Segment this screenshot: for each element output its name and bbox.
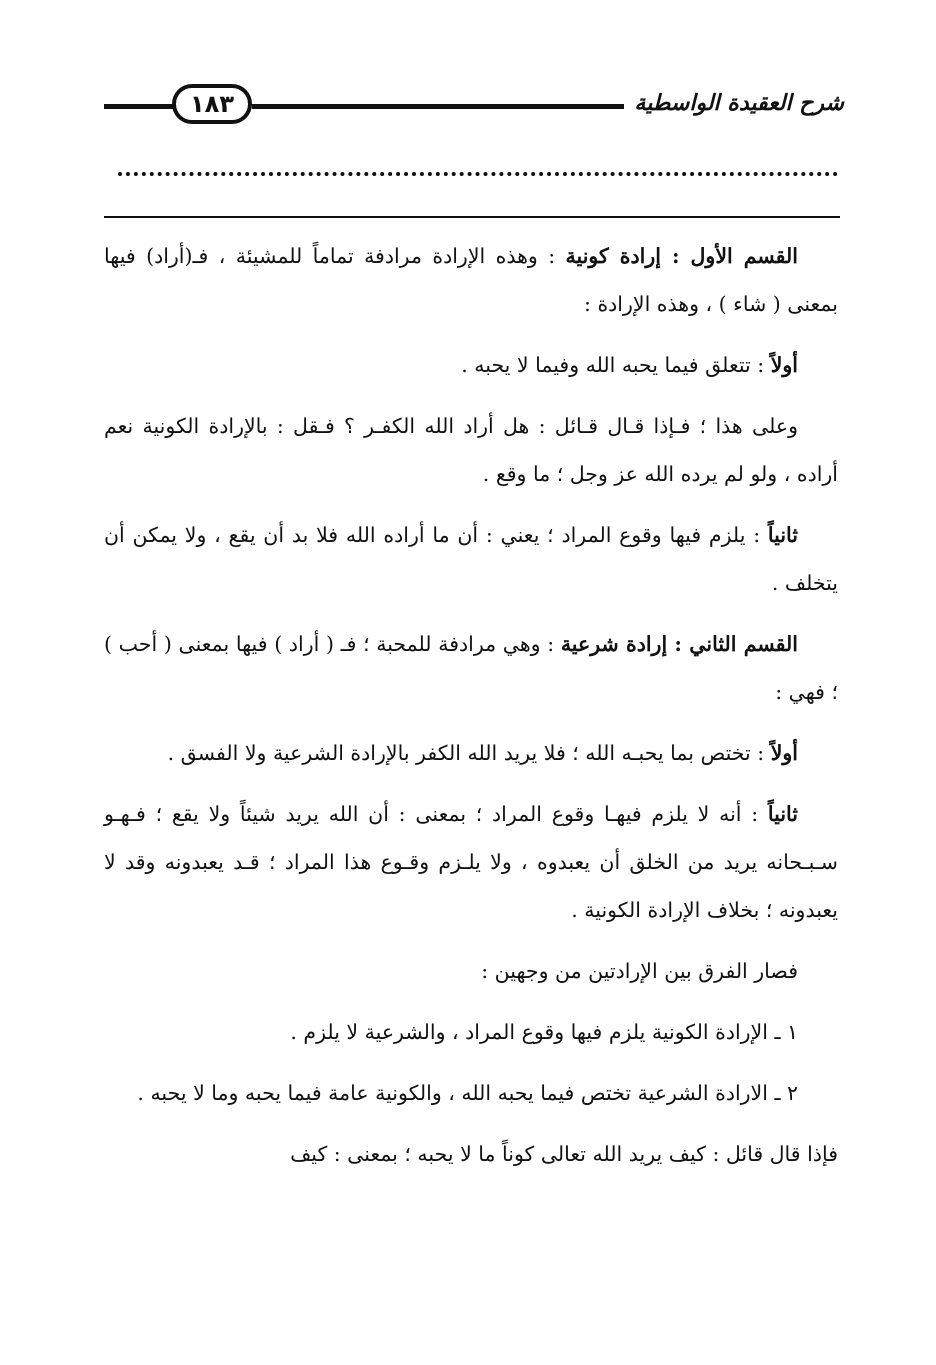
page-header [104,78,844,134]
paragraph-lead: ثانياً [767,523,798,547]
paragraph-difference-two [104,1069,838,1117]
paragraph-first-point: أولاً : تتعلق فيما يحبه الله وفيما لا يحبه . [461,353,798,377]
paragraph-text: وعلى هذا ؛ فـإذا قـال قـائل : هل أراد الله الكفـر ؟ فـقل : بالإرادة الكونية نعم أراده ، ولو لم يرده الله عز وجل ؛ ما وقع . [104,414,838,486]
page-number-badge: ١٨٣ [172,84,252,124]
paragraph-text: ٢ ـ الارادة الشرعية تختص فيما يحبه الله ، والكونية عامة فيما يحبه وما لا يحبه . [137,1081,798,1105]
paragraph-lead: أولاً [770,741,798,765]
paragraph-second-point-legal: ثانياً : أنه لا يلزم فيهـا وقوع المراد ؛ بمعنى : أن الله يريد شيئاً ولا يقع ؛ فـهـو سـبـحانه يريد من الخلق أن يعبدوه ، ولا يلـزم وقـوع هذا المراد ؛ قـد يعبدونه وقد لا يعبدونه ؛ بخلاف الإرادة الكونية . [104,802,838,922]
paragraph-difference-one [104,1008,838,1056]
paragraph-section-one: القسم الأول : إرادة كونية : وهذه الإرادة مرادفة تماماً للمشيئة ، فـ(أراد) فيها بمعنى ( شاء ) ، وهذه الإرادة : [104,244,838,316]
book-title: شرح العقيدة الواسطية [624,84,844,124]
paragraph-text: وهذه الإرادة مرادفة تماماً للمشيئة ، فـ(أراد) فيها بمعنى ( شاء ) ، وهذه الإرادة : [104,244,838,316]
paragraph-lead: ثانياً [767,802,798,826]
paragraph-objection [104,402,838,498]
paragraph-text: تختص بما يحبـه الله ؛ فلا يريد الله الكفر بالإرادة الشرعية ولا الفسق . [167,741,751,765]
paragraph-text: فإذا قال قائل : كيف يريد الله تعالى كوناً ما لا يحبه ؛ بمعنى : كيف [290,1142,838,1166]
paragraph-text: وهي مرادفة للمحبة ؛ فـ ( أراد ) فيها بمعنى ( أحب ) ؛ فهي : [104,632,838,704]
paragraph-first-point-legal: أولاً : تختص بما يحبـه الله ؛ فلا يريد الله الكفر بالإرادة الشرعية ولا الفسق . [167,741,798,765]
paragraph-lead: القسم الثاني : إرادة شرعية [560,632,798,656]
paragraph-section-two: القسم الثاني : إرادة شرعية : وهي مرادفة للمحبة ؛ فـ ( أراد ) فيها بمعنى ( أحب ) ؛ فهي : [104,632,838,704]
paragraph-question [104,1130,838,1178]
paragraph-difference-intro [104,947,838,995]
page-body [104,232,838,1191]
footnote-separator [104,216,840,218]
paragraph-lead: أولاً [770,353,798,377]
header-rule-left [104,104,174,109]
paragraph-text: يلزم فيها وقوع المراد ؛ يعني : أن ما أراده الله فلا بد أن يقع ، ولا يمكن أن يتخلف . [104,523,838,595]
paragraph-text: ١ ـ الإرادة الكونية يلزم فيها وقوع المراد ، والشرعية لا يلزم . [290,1020,798,1044]
paragraph-text: تتعلق فيما يحبه الله وفيما لا يحبه . [461,353,751,377]
paragraph-text: فصار الفرق بين الإرادتين من وجهين : [481,959,798,983]
paragraph-lead: القسم الأول : إرادة كونية [565,244,798,268]
dotted-divider [118,172,838,176]
paragraph-text: أنه لا يلزم فيهـا وقوع المراد ؛ بمعنى : أن الله يريد شيئاً ولا يقع ؛ فـهـو سـبـحانه يريد من الخلق أن يعبدوه ، ولا يلـزم وقـوع هذا المراد ؛ قـد يعبدونه وقد لا يعبدونه ؛ بخلاف الإرادة الكونية . [104,802,838,922]
paragraph-second-point: ثانياً : يلزم فيها وقوع المراد ؛ يعني : أن ما أراده الله فلا بد أن يقع ، ولا يمكن أن يتخلف . [104,523,838,595]
